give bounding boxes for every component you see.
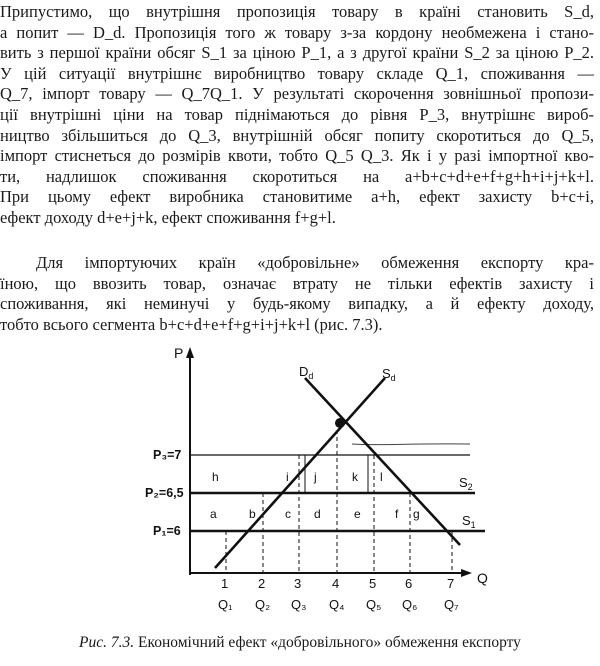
text-line: імпорт стиснеться до розмірів квоти, тобто Q_5 Q_3. Як і у разі імпортної кво- — [0, 146, 594, 166]
text-line: У цій ситуації внутрішнє виробництво товару складе Q_1, споживання — — [0, 63, 594, 83]
area-i-label: i — [286, 470, 289, 484]
figure-caption — [0, 634, 600, 652]
text-line: їною, що ввозить товар, означає втрату не тільки ефектів захисту і — [0, 273, 594, 293]
area-h-label: h — [212, 470, 219, 484]
demand-label: $D_d$ — [299, 364, 314, 381]
text-line: а попит — D_d. Пропозиція того ж товару з-за кордону необмежена і стано- — [0, 22, 594, 42]
q4-label: Q₄ — [329, 597, 345, 612]
paragraph-1 — [0, 2, 594, 229]
q6-label: Q₆ — [402, 597, 418, 612]
p-axis-arrow — [186, 347, 194, 358]
x-tick-1: 1 — [221, 576, 229, 591]
x-tick-5: 5 — [369, 576, 377, 591]
text-line: При цьому ефект виробника становитиме a+h, ефект захисту b+c+i, — [0, 187, 594, 207]
x-tick-7: 7 — [447, 576, 455, 591]
area-k-label: k — [352, 470, 358, 484]
text-line: ції внутрішні ціни на товар піднімаються до рівня P_3, внутрішнє вироб- — [0, 104, 594, 124]
price-label-p3: P₃=7 — [153, 448, 182, 462]
domestic-supply-curve — [215, 378, 385, 568]
text-line: споживання, які неминучі у будь-якому випадку, а й ефекту доходу, — [0, 294, 594, 314]
x-tick-2: 2 — [258, 576, 266, 591]
text-line: Припустимо, що внутрішня пропозиція товару в країні становить S_d, — [0, 2, 594, 21]
text-line: вить з першої країни обсяг S_1 за ціною P_1, а з другої країни S_2 за ціною P_2. — [0, 43, 594, 63]
p-axis-label: P — [174, 345, 184, 361]
text-line: ництво збільшиться до Q_3, внутрішній обсяг попиту скоротиться до Q_5, — [0, 125, 594, 145]
area-f-label: f — [395, 507, 399, 521]
caption-text: Економічний ефект «добровільного» обмеження експорту — [134, 634, 521, 651]
domestic-demand-curve — [305, 378, 460, 545]
price-label-p2: P₂=6,5 — [145, 486, 184, 500]
text-line: ефект доходу d+e+j+k, ефект споживання f+g+l. — [0, 207, 336, 227]
q-axis-label: Q — [477, 570, 488, 586]
caption-prefix: Рис. 7.3. — [79, 634, 135, 651]
s2-label: $S_2$ — [459, 475, 473, 492]
area-g-label: g — [413, 507, 420, 521]
price-label-p1: P₁=6 — [153, 524, 181, 538]
text-line: ти, надлишок споживання скоротиться на a+b+c+d+e+f+g+h+i+j+k+l. — [0, 166, 594, 186]
x-tick-4: 4 — [332, 576, 340, 591]
area-d-label: d — [314, 507, 321, 521]
text-line: Q_7, імпорт товару — Q_7Q_1. У результаті скорочення зовнішньої пропози- — [0, 84, 594, 104]
q2-label: Q₂ — [255, 597, 271, 612]
supply-label: $S_d$ — [382, 366, 396, 383]
q1-label: Q₁ — [218, 597, 233, 612]
paragraph-2 — [0, 253, 594, 335]
q-axis-arrow — [461, 569, 472, 577]
x-tick-6: 6 — [405, 576, 413, 591]
area-e-label: e — [354, 507, 361, 521]
area-c-label: c — [285, 507, 291, 521]
supply-demand-diagram — [145, 338, 490, 620]
area-l-label: l — [380, 470, 383, 484]
q7-label: Q₇ — [444, 597, 459, 612]
text-line: Для імпортуючих країн «добровільне» обмеження експорту кра- — [36, 253, 594, 272]
area-a-label: a — [210, 507, 217, 521]
x-tick-3: 3 — [294, 576, 302, 591]
s1-label: $S_1$ — [462, 513, 476, 530]
upper-curve — [352, 444, 470, 445]
q5-label: Q₅ — [366, 597, 382, 612]
q3-label: Q₃ — [291, 597, 307, 612]
area-b-label: b — [249, 507, 256, 521]
area-j-label: j — [314, 470, 317, 484]
text-line: тобто всього сегмента b+c+d+e+f+g+i+j+k+l (рис. 7.3). — [0, 314, 383, 334]
